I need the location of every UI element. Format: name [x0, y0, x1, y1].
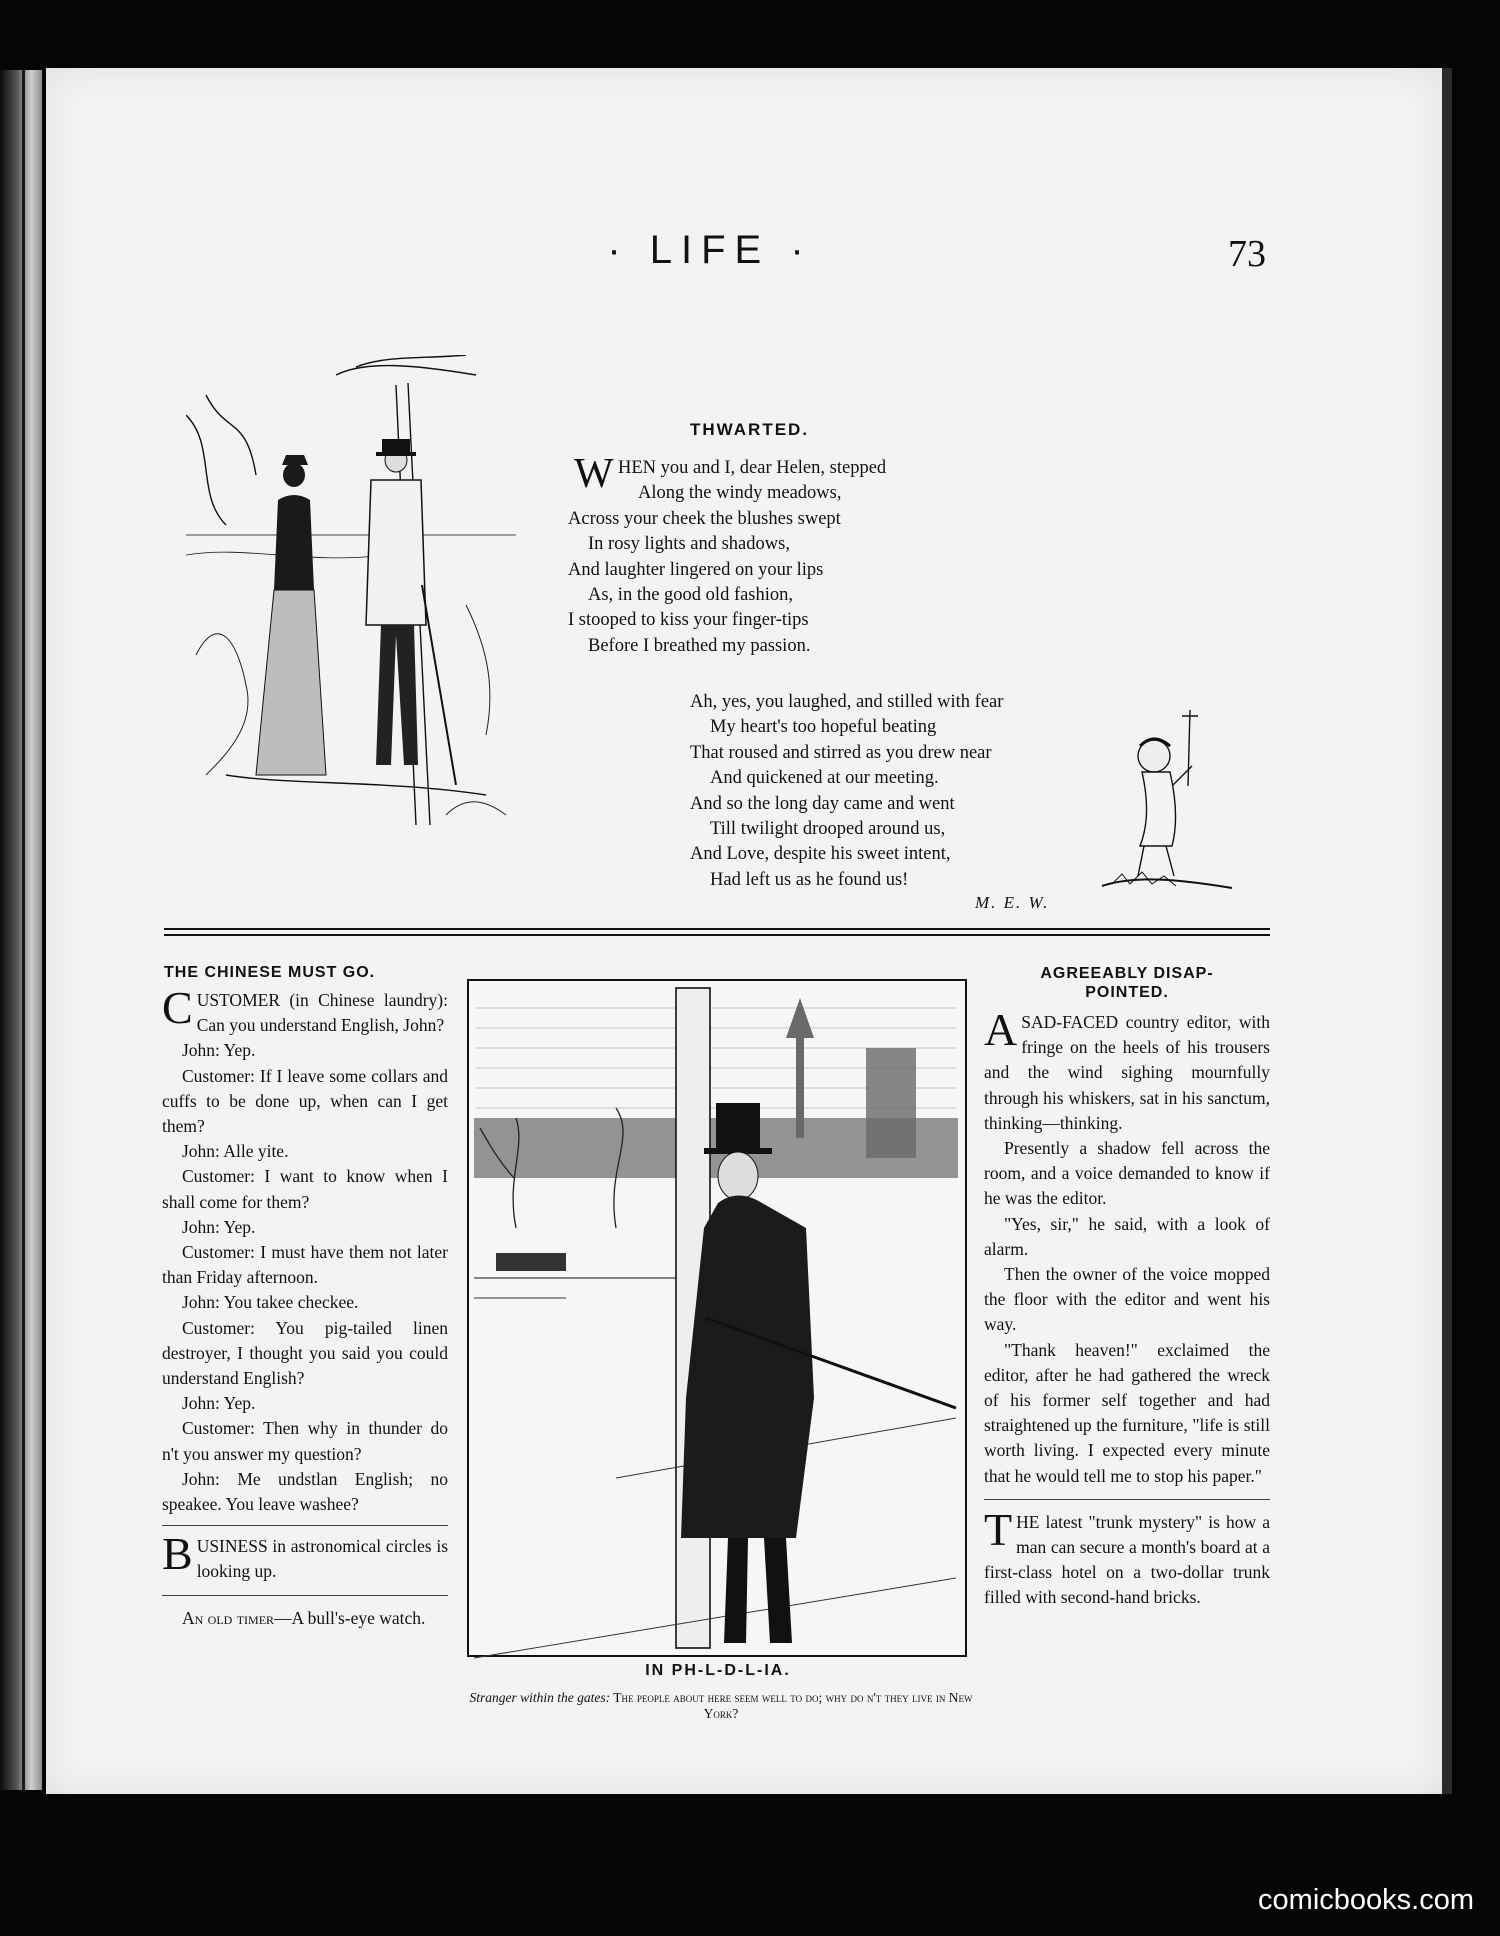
illustration-caption [466, 1690, 976, 1722]
caption-text: The people about here seem well to do; why do n't they live in New York? [613, 1690, 973, 1721]
business-dropcap: B [162, 1528, 193, 1580]
poem-line: Had left us as he found us! [710, 869, 909, 890]
poem-line: And quickened at our meeting. [710, 768, 939, 789]
poem-stanza-1 [568, 456, 886, 659]
cupid-illustration [1092, 706, 1242, 896]
separator [162, 1595, 448, 1596]
page-number: 73 [1228, 233, 1266, 275]
chinese-heading: THE CHINESE MUST GO. [164, 964, 376, 981]
trunk-dropcap: T [984, 1503, 1013, 1555]
book-binding [0, 70, 42, 1790]
dialogue-line: John: Alle yite. [182, 1141, 289, 1162]
dialogue-line: John: Yep. [182, 1393, 256, 1414]
philadelphia-illustration [466, 978, 968, 1668]
poem-line: I stooped to kiss your finger-tips [568, 610, 809, 631]
caption-speaker: Stranger within the gates: [469, 1690, 611, 1705]
poem-line: Before I breathed my passion. [588, 635, 811, 656]
poem-line: As, in the good old fashion, [588, 585, 794, 606]
poem-line: That roused and stirred as you drew near [690, 742, 992, 763]
dialogue-line: Customer: Then why in thunder do n't you answer my question? [162, 1418, 448, 1464]
page-edge [1442, 68, 1452, 1794]
trunk-text: HE latest "trunk mystery" is how a man can secure a month's board at a first-class hotel on a two-dollar trunk filled with second-hand bricks. [984, 1511, 1270, 1608]
agreeably-heading [984, 964, 1270, 1002]
dialogue-line: Customer: If I leave some collars and cuffs to be done up, when can I get them? [162, 1065, 448, 1137]
poem-line: Across your cheek the blushes swept [568, 508, 841, 529]
poem-line: Till twilight drooped around us, [710, 819, 946, 840]
binding-shadow [22, 70, 25, 1790]
poem-line: In rosy lights and shadows, [588, 534, 790, 555]
poem-line: And so the long day came and went [690, 793, 955, 814]
agreeably-heading-line-2: POINTED. [1085, 984, 1169, 1001]
dialogue-line: Customer: I must have them not later than Friday afternoon. [162, 1242, 448, 1288]
poem-title: THWARTED. [690, 420, 810, 439]
separator [162, 1525, 448, 1526]
poem-line: HEN you and I, dear Helen, stepped [618, 458, 887, 478]
site-watermark: comicbooks.com [1258, 1884, 1474, 1916]
dialogue-line: John: Yep. [182, 1040, 256, 1061]
dialogue-line: John: Yep. [182, 1216, 256, 1237]
poem-signature: M. E. W. [975, 893, 1050, 912]
poem-line: And laughter lingered on your lips [568, 559, 824, 580]
poem-stanza-2 [690, 690, 1003, 893]
article-paragraph: Then the owner of the voice mopped the floor with the editor and went his way. [984, 1264, 1270, 1335]
couple-illustration [186, 355, 522, 825]
article-paragraph: "Yes, sir," he said, with a look of alarm. [984, 1213, 1270, 1259]
chinese-article [162, 982, 448, 1631]
article-dropcap: C [162, 982, 193, 1033]
article-first-paragraph: SAD-FACED country editor, with fringe on the heels of his trousers and the wind sighing mournfully through his whiskers, sat in his sanctum, thinking—thinking. [984, 1012, 1270, 1133]
old-timer-lead: An old timer [182, 1607, 275, 1628]
section-rule-top [164, 928, 1270, 930]
dialogue-line: Customer: I want to know when I shall come for them? [162, 1166, 448, 1212]
agreeably-article [984, 1004, 1270, 1611]
poem-line: Ah, yes, you laughed, and stilled with fear [690, 692, 1004, 712]
section-rule-bottom [164, 934, 1270, 936]
article-paragraph: "Thank heaven!" exclaimed the editor, after he had gathered the wreck of his former self together and had straightened up the furniture, "life is still worth living. I expected every minute that he would tell me to stop his paper." [984, 1339, 1270, 1486]
dialogue-line: John: Me undstlan English; no speakee. You leave washee? [162, 1468, 448, 1515]
old-timer-text: —A bull's-eye watch. [274, 1607, 426, 1628]
dialogue-line: John: You takee checkee. [182, 1292, 359, 1313]
poem-dropcap: W [574, 451, 614, 497]
business-text: USINESS in astronomical circles is looking up. [196, 1536, 448, 1582]
illustration-caption-title: IN PH-L-D-L-IA. [645, 1662, 791, 1679]
poem-line: My heart's too hopeful beating [710, 717, 937, 738]
dialogue-line: Customer: You pig-tailed linen destroyer, I thought you said you could understand English? [162, 1317, 448, 1389]
agreeably-heading-line-1: AGREEABLY DISAP- [1040, 965, 1214, 982]
article-first-paragraph: USTOMER (in Chinese laundry): Can you understand English, John? [196, 990, 448, 1036]
separator [984, 1499, 1270, 1500]
article-paragraph: Presently a shadow fell across the room, and a voice demanded to know if he was the editor. [984, 1138, 1270, 1209]
running-head: · LIFE · [607, 228, 813, 272]
poem-line: And Love, despite his sweet intent, [690, 844, 951, 865]
article-dropcap: A [984, 1004, 1018, 1055]
poem-line: Along the windy meadows, [638, 483, 842, 504]
